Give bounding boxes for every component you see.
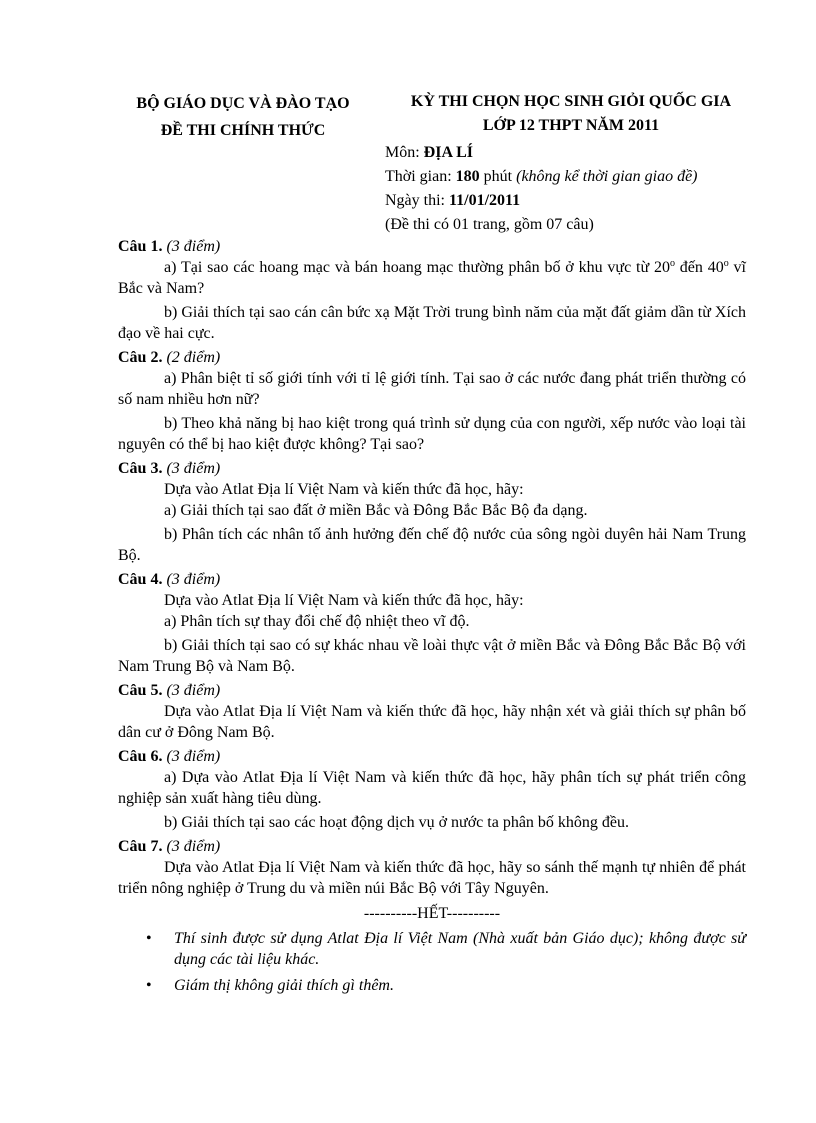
question-7-points: (3 điểm) [166,838,221,855]
question-2-part-b: b) Theo khả năng bị hao kiệt trong quá trình sử dụng của con người, xếp nước vào loại tài nguyên có thể bị hao kiệt được không? Tại sao? [118,415,746,453]
bullet-icon: • [146,930,152,947]
q1a-text-3: vĩ Bắc và Nam? [118,259,746,297]
question-3-label: Câu 3. [118,460,163,477]
question-3-points: (3 điểm) [166,460,221,477]
header-right [385,90,757,237]
question-2-points: (2 điểm) [166,349,221,366]
question-4-intro: Dựa vào Atlat Địa lí Việt Nam và kiến thức đã học, hãy: [164,592,524,609]
subject-label: Môn: [385,144,424,161]
question-6-title [118,746,746,767]
question-5-label: Câu 5. [118,682,163,699]
question-1-label: Câu 1. [118,238,163,255]
question-2-label: Câu 2. [118,349,163,366]
question-3-title [118,458,746,479]
question-7-text: Dựa vào Atlat Địa lí Việt Nam và kiến thức đã học, hãy so sánh thế mạnh tự nhiên để phát triển nông nghiệp ở Trung du và miền núi Bắc Bộ với Tây Nguyên. [118,859,746,897]
bullet-icon: • [146,977,152,994]
question-1-points: (3 điểm) [166,238,221,255]
question-3-part-a: a) Giải thích tại sao đất ở miền Bắc và Đông Bắc Bắc Bộ đa dạng. [164,502,588,519]
note-text: Giám thị không giải thích gì thêm. [174,977,394,994]
ministry-name: BỘ GIÁO DỤC VÀ ĐÀO TẠO [136,95,350,112]
question-7-title [118,836,746,857]
exam-body [118,233,746,1001]
header-left [118,92,368,143]
note-item [118,975,746,996]
question-5-text: Dựa vào Atlat Địa lí Việt Nam và kiến thức đã học, hãy nhận xét và giải thích sự phân bố dân cư ở Đông Nam Bộ. [118,703,746,741]
question-5-title [118,680,746,701]
q1a-text-2: đến 40 [674,259,724,276]
question-4-part-a: a) Phân tích sự thay đổi chế độ nhiệt theo vĩ độ. [164,613,470,630]
question-2-part-a: a) Phân biệt tỉ số giới tính với tỉ lệ giới tính. Tại sao ở các nước đang phát triển thường có số nam nhiều hơn nữ? [118,370,746,408]
question-4-points: (3 điểm) [166,571,221,588]
exam-title-line-1: KỲ THI CHỌN HỌC SINH GIỎI QUỐC GIA [410,93,732,110]
exam-title-line-2: LỚP 12 THPT NĂM 2011 [482,117,660,134]
date-label: Ngày thi: [385,192,449,209]
date-line [385,189,757,213]
time-note: (không kể thời gian giao đề) [516,168,698,185]
question-7-label: Câu 7. [118,838,163,855]
question-5-points: (3 điểm) [166,682,221,699]
question-4-part-b: b) Giải thích tại sao có sự khác nhau về loài thực vật ở miền Bắc và Đông Bắc Bắc Bộ với Nam Trung Bộ và Nam Bộ. [118,637,746,675]
time-unit: phút [479,168,517,185]
question-2-title [118,347,746,368]
question-1-part-a [118,257,746,299]
question-6-part-b: b) Giải thích tại sao các hoạt động dịch vụ ở nước ta phân bố không đều. [164,814,630,831]
question-1-part-b: b) Giải thích tại sao cán cân bức xạ Mặt Trời trung bình năm của mặt đất giảm dần từ Xích đạo về hai cực. [118,304,746,342]
notes-list [118,928,746,996]
question-4-label: Câu 4. [118,571,163,588]
time-label: Thời gian: [385,168,456,185]
q1a-text-1: a) Tại sao các hoang mạc và bán hoang mạc thường phân bố ở khu vực từ 20 [164,259,670,276]
subject-value: ĐỊA LÍ [423,144,474,161]
official-exam-label: ĐỀ THI CHÍNH THỨC [160,122,326,139]
time-line [385,165,757,189]
question-3-part-b: b) Phân tích các nhân tố ảnh hưởng đến chế độ nước của sông ngòi duyên hải Nam Trung Bộ. [118,526,746,564]
degree-sign: o [723,258,729,269]
question-6-part-a: a) Dựa vào Atlat Địa lí Việt Nam và kiến thức đã học, hãy phân tích sự phát triển công nghiệp sản xuất hàng tiêu dùng. [118,769,746,807]
subject-line [385,141,757,165]
note-text: Thí sinh được sử dụng Atlat Địa lí Việt Nam (Nhà xuất bản Giáo dục); không được sử dụng các tài liệu khác. [174,930,746,968]
time-value: 180 [455,168,480,185]
end-marker: ----------HẾT---------- [363,905,501,922]
degree-sign: o [669,258,675,269]
question-1-title [118,236,746,257]
pages-note: (Đề thi có 01 trang, gồm 07 câu) [385,216,594,233]
note-item [118,928,746,970]
question-3-intro: Dựa vào Atlat Địa lí Việt Nam và kiến thức đã học, hãy: [164,481,524,498]
question-4-title [118,569,746,590]
question-6-points: (3 điểm) [166,748,221,765]
date-value: 11/01/2011 [449,192,521,209]
question-6-label: Câu 6. [118,748,163,765]
